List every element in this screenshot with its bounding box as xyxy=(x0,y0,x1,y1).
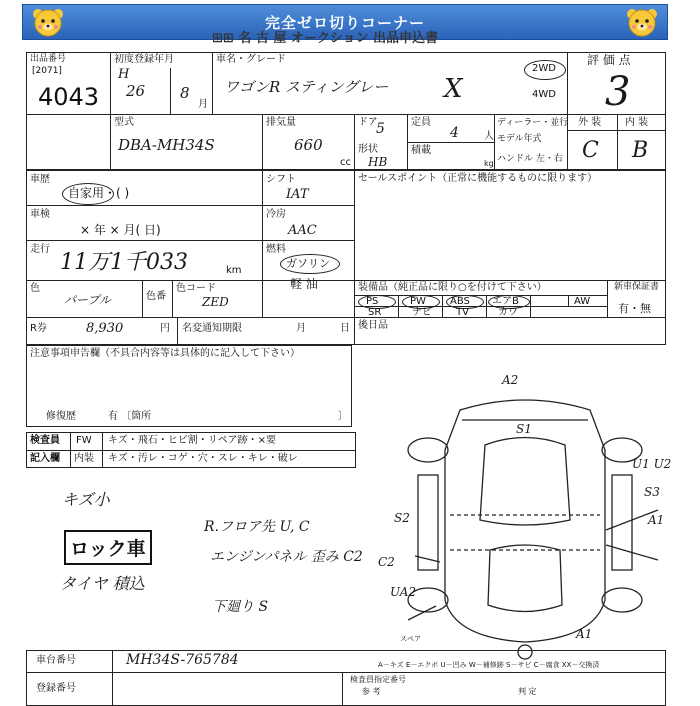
model: DBA-MH34S xyxy=(118,136,215,154)
displacement: 660 xyxy=(294,136,323,154)
score: 3 xyxy=(605,69,631,115)
repair-label: 修復歴 xyxy=(46,411,76,422)
equip-label: 装備品（純正品に限り○を付けて下さい） xyxy=(358,282,547,293)
reg-year: 26 xyxy=(126,82,146,100)
dealer-label: ディーラー・並行 xyxy=(497,118,569,128)
door-label: ドア xyxy=(358,117,378,128)
repair-close: 〕 xyxy=(338,411,348,422)
equip-leather: カワ xyxy=(498,307,518,318)
int-grade: B xyxy=(632,138,649,163)
int-label: 内 装 xyxy=(625,117,649,128)
recycle: 8,930 xyxy=(86,321,124,336)
color: パープル xyxy=(64,293,111,307)
capacity: 4 xyxy=(450,125,459,141)
reg-label: 初度登録年月 xyxy=(114,54,174,65)
equip-abs: ABS xyxy=(450,296,470,307)
bear-mascot-icon xyxy=(625,6,659,40)
reg-month-unit: 月 xyxy=(198,99,208,110)
after-label: 後日品 xyxy=(358,320,388,331)
car-diagram xyxy=(380,370,670,660)
spare-label: スペア xyxy=(400,635,421,643)
fw-items: キズ・飛石・ヒビ割・リペア跡・×要 xyxy=(108,435,276,446)
disp-label: 排気量 xyxy=(266,117,296,128)
sales-label: セールスポイント（正常に機能するものに限ります） xyxy=(358,173,598,184)
drive-4wd: 4WD xyxy=(532,89,556,100)
lot-number: 4043 xyxy=(38,83,100,111)
footer-frame xyxy=(26,650,666,706)
body-label: 形状 xyxy=(358,144,378,155)
name-change-label: 名変通知期限 xyxy=(182,323,242,334)
mark-u1u2: U1 U2 xyxy=(632,457,672,471)
equip-tv: TV xyxy=(456,307,469,318)
mark-a1-rear: A1 xyxy=(576,627,593,641)
ext-grade: C xyxy=(582,138,599,163)
grade: X xyxy=(444,74,463,104)
reg-number-label: 登録番号 xyxy=(36,683,76,694)
inspector-label: 検査員 xyxy=(30,435,60,446)
lock-car-box: ロック車 xyxy=(64,530,152,565)
warranty-label: 新車保証書 xyxy=(614,282,660,292)
color-no-label: 色番 xyxy=(146,291,166,302)
mark-s2: S2 xyxy=(394,511,410,525)
ext-label: 外 装 xyxy=(578,117,602,128)
score-label: 評 価 点 xyxy=(587,53,631,67)
mark-ua2: UA2 xyxy=(390,585,417,599)
code-label: 色コード xyxy=(176,283,216,294)
reg-era: H xyxy=(118,67,130,82)
remark-tire: タイヤ 積込 xyxy=(60,574,145,593)
shift: IAT xyxy=(286,187,309,202)
cc-unit: cc xyxy=(340,157,351,168)
doors: 5 xyxy=(376,121,385,137)
ac-label: 冷房 xyxy=(266,209,286,220)
warranty-value: 有・無 xyxy=(618,302,651,315)
mileage: 11万1千033 xyxy=(60,250,188,275)
remark-note2: エンジンパネル 歪み C2 xyxy=(210,549,363,565)
fuel-label: 燃料 xyxy=(266,244,286,255)
ref-label: 参 考 xyxy=(362,687,381,696)
remark-note3: 下廻り S xyxy=(212,599,269,615)
color-label: 色 xyxy=(30,283,40,294)
remark-note1: R.フロア先 U, C xyxy=(204,519,310,535)
mark-a2: A2 xyxy=(502,373,519,387)
mark-s3: S3 xyxy=(644,485,660,499)
load-label: 積載 xyxy=(411,145,431,156)
body: HB xyxy=(368,155,388,169)
lot-small: [2071] xyxy=(32,66,62,76)
drive-2wd: 2WD xyxy=(532,63,556,74)
equip-pw: PW xyxy=(410,296,426,307)
interior-items: キズ・汚レ・コゲ・穴・スレ・キレ・破レ xyxy=(108,453,298,464)
name-change-day: 日 xyxy=(340,323,350,334)
equip-airbag: エアB xyxy=(492,296,519,307)
reg-month: 8 xyxy=(180,84,190,102)
handle-label: ハンドル 左・右 xyxy=(497,154,563,164)
ac: AAC xyxy=(288,223,317,238)
chassis-label: 車台番号 xyxy=(36,655,76,666)
interior-label: 内装 xyxy=(74,453,94,464)
inspector-no-label: 検査員指定番号 xyxy=(350,675,406,684)
judge-label: 判 定 xyxy=(518,687,537,696)
banner-title: 完全ゼロ切りコーナー xyxy=(264,14,425,32)
lot-label: 出品番号 xyxy=(30,54,67,64)
damage-legend: A－キズ E－エクボ U－凹み W－補修跡 S－サビ C－腐食 XX－交換済 xyxy=(378,661,600,669)
mark-c2: C2 xyxy=(378,555,395,569)
sheet-header-text: ⊞⊞ 名 古 屋 オークション 出品申込書 xyxy=(212,31,439,46)
recycle-label: R券 xyxy=(30,323,47,334)
load-unit: kg xyxy=(484,159,494,168)
auction-sheet xyxy=(22,31,672,700)
notes-label: 注意事項申告欄（不具合内容等は具体的に記入して下さい） xyxy=(30,348,300,359)
inspect-label: 車検 xyxy=(30,209,50,220)
repair-value: 有 〔箇所 xyxy=(108,411,152,422)
cap-unit: 人 xyxy=(484,131,494,142)
recycle-unit: 円 xyxy=(160,323,170,334)
equip-sr: SR xyxy=(368,307,382,318)
name-change-month: 月 xyxy=(296,323,306,334)
fuel: ガソリン xyxy=(286,257,330,270)
entry-label: 記入欄 xyxy=(30,453,60,464)
mileage-label: 走行 xyxy=(30,244,50,255)
remark-scribble: キズ小 xyxy=(62,490,110,509)
fuel-alt: 軽 油 xyxy=(290,277,318,291)
model-year-label: モデル年式 xyxy=(497,134,542,144)
equip-ps: PS xyxy=(366,296,379,307)
fw-label: FW xyxy=(76,435,92,446)
equip-aw: AW xyxy=(574,296,591,307)
chassis-number: MH34S-765784 xyxy=(126,652,239,668)
km-unit: km xyxy=(226,265,242,276)
color-code: ZED xyxy=(202,295,229,309)
shift-label: シフト xyxy=(266,174,296,185)
inspect: × 年 × 月( 日) xyxy=(80,223,161,237)
model-label: 型式 xyxy=(114,117,134,128)
mark-a1-side: A1 xyxy=(648,513,665,527)
history: 自家用・( ) xyxy=(68,186,130,200)
history-label: 車歴 xyxy=(30,174,50,185)
equip-navi: ナビ xyxy=(412,307,432,318)
name-label: 車名・グレード xyxy=(216,54,286,65)
mark-s1: S1 xyxy=(516,422,532,436)
car-name: ワゴンR スティングレー xyxy=(224,78,389,96)
cap-label: 定員 xyxy=(411,117,431,128)
